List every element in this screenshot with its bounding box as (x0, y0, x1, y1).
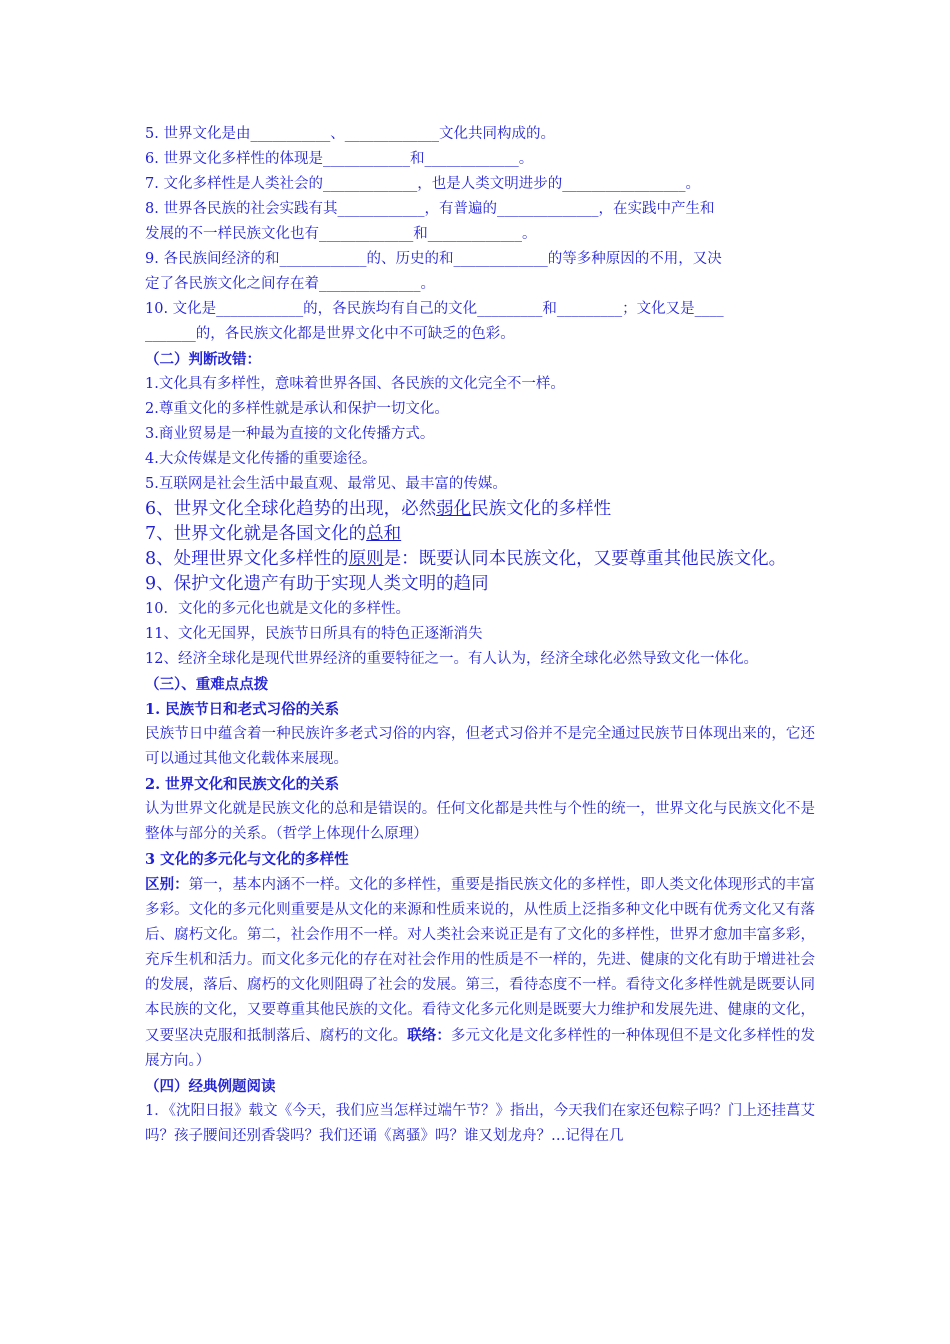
key-heading-1: 1. 民族节日和老式习俗的关系 (145, 701, 340, 718)
judge-item-7 (145, 522, 815, 547)
judge-item-12: 12、经济全球化是现代世界经济的重要特征之一。有人认为，经济全球化必然导致文化一体化。 (145, 651, 758, 667)
section-judge-title: （二）判断改错： (145, 351, 261, 368)
connection-label: 联络： (407, 1027, 451, 1044)
fill-q8-line1: 8. 世界各民族的社会实践有其____________，有普遍的______________，在实践中产生和 (145, 201, 715, 217)
fill-q10-line2: _______的，各民族文化都是世界文化中不可缺乏的色彩。 (145, 326, 515, 342)
key-paragraph-3 (145, 872, 815, 1074)
fill-q9-line1: 9. 各民族间经济的和____________的、历史的和_____________的等多种原因的不用，又决 (145, 251, 722, 267)
judge-item-11: 11、文化无国界，民族节日所具有的特色正逐渐消失 (145, 626, 483, 642)
judge-item-9: 9、保护文化遗产有助于实现人类文明的趋同 (145, 574, 489, 594)
fill-q5: 5. 世界文化是由___________、_____________文化共同构成的。 (145, 126, 555, 142)
key-heading-2: 2. 世界文化和民族文化的关系 (145, 776, 340, 793)
judge-item-3: 3.商业贸易是一种最为直接的文化传播方式。 (145, 426, 435, 442)
key-heading-3: 3 文化的多元化与文化的多样性 (145, 851, 349, 868)
fill-q6: 6. 世界文化多样性的体现是____________和_____________。 (145, 151, 534, 167)
fill-q7: 7. 文化多样性是人类社会的_____________，也是人类文明进步的_________________。 (145, 176, 700, 192)
fill-q10-line1: 10. 文化是____________的，各民族均有自己的文化_________和_________；文化又是____ (145, 301, 724, 317)
judge-item-7-pre: 7、世界文化就是各国文化的 (145, 524, 367, 544)
judge-item-8 (145, 547, 815, 572)
example-item-1: 1．《沈阳日报》载文《今天，我们应当怎样过端午节？》指出，今天我们在家还包粽子吗？门上还挂菖艾吗？孩子腰间还别香袋吗？我们还诵《离骚》吗？谁又划龙舟？…记得在几 (145, 1103, 815, 1144)
judge-item-6 (145, 497, 815, 522)
difference-text: 第一，基本内涵不一样。文化的多样性，重要是指民族文化的多样性，即人类文化体现形式的丰富多彩。文化的多元化则重要是从文化的来源和性质来说的，从性质上泛指多种文化中既有优秀文化又有落后、腐朽文化。第二，社会作用不一样。对人类社会来说正是有了文化的多样性，世界才愈加丰富多彩，充斥生机和活力。而文化多元化的存在对社会作用的性质是不一样的，先进、健康的文化有助于增进社会的发展，落后、腐朽的文化则阻碍了社会的发展。第三，看待态度不一样。看待文化多样性就是既要认同本民族的文化，又要尊重其他民族的文化。看待文化多元化则是既要大力维护和发展先进、健康的文化，又要坚决克服和抵制落后、腐朽的文化。 (145, 877, 815, 1044)
judge-item-8-underlined: 原则 (348, 549, 384, 569)
judge-item-6-post: 民族文化的多样性 (471, 499, 612, 519)
judge-item-4: 4.大众传媒是文化传播的重要途径。 (145, 451, 377, 467)
section-key-title: （三）、重难点点拨 (145, 676, 269, 693)
document-page (145, 122, 815, 1149)
judge-item-8-post: 是：既要认同本民族文化，又要尊重其他民族文化。 (383, 549, 787, 569)
judge-item-10: 10．文化的多元化也就是文化的多样性。 (145, 601, 410, 617)
judge-item-5: 5.互联网是社会生活中最直观、最常见、最丰富的传媒。 (145, 476, 507, 492)
judge-item-2: 2.尊重文化的多样性就是承认和保护一切文化。 (145, 401, 449, 417)
judge-item-8-pre: 8、处理世界文化多样性的 (145, 549, 349, 569)
section-example-title: （四）经典例题阅读 (145, 1078, 276, 1095)
judge-item-1: 1.文化具有多样性，意味着世界各国、各民族的文化完全不一样。 (145, 376, 565, 392)
key-paragraph-1: 民族节日中蕴含着一种民族许多老式习俗的内容，但老式习俗并不是完全通过民族节日体现出来的，它还可以通过其他文化载体来展现。 (145, 726, 815, 767)
judge-item-6-pre: 6、世界文化全球化趋势的出现，必然 (145, 499, 437, 519)
key-paragraph-2: 认为世界文化就是民族文化的总和是错误的。任何文化都是共性与个性的统一，世界文化与民族文化不是整体与部分的关系。（哲学上体现什么原理） (145, 801, 815, 842)
connection-text: 多元文化是文化多样性的一种体现但不是文化多样性的发展方向。） (145, 1028, 816, 1069)
fill-q9-line2: 定了各民族文化之间存在着______________。 (145, 276, 435, 292)
judge-item-6-underlined: 弱化 (436, 499, 472, 519)
difference-label: 区别： (145, 876, 189, 893)
fill-q8-line2: 发展的不一样民族文化也有_____________和_____________。 (145, 226, 537, 242)
judge-item-7-underlined: 总和 (366, 524, 402, 544)
